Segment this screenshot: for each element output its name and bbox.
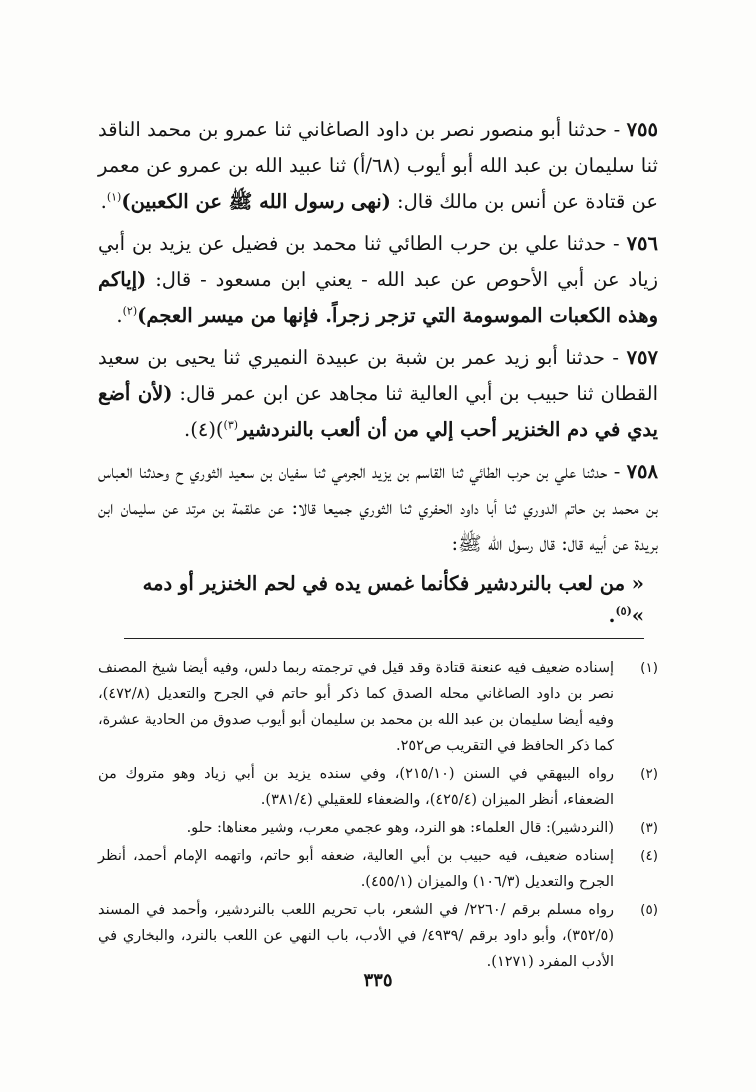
hadith-quote: (إياكم وهذه الكعبات الموسومة التي تزجر زجراً. فإنها من ميسر العجم)	[98, 268, 658, 327]
hadith-755	[98, 112, 658, 220]
hadith-quote: (نهى رسول الله ﷺ عن الكعبين)	[121, 190, 391, 213]
main-hadith-line	[124, 568, 644, 639]
hadith-text: - حدثنا علي بن حرب الطائي ثنا القاسم بن يزيد الجرمي ثنا سفيان بن سعيد الثوري ح وحدثنا العباس بن محمد بن حاتم الدوري ثنا أبا داود الحفري ثنا الثوري جميعا قالا: عن علقمة بن مرتد عن سليمان ابن بريدة عن أبيه قال: قال رسول الله ﷺ:	[98, 460, 658, 555]
hadith-text: - حدثنا أبو منصور نصر بن داود الصاغاني ثنا عمرو بن محمد الناقد ثنا سليمان بن عبد الله أبو أيوب (٦٨/أ) ثنا عبيد الله بن عمرو عن معمر عن قتادة عن أنس بن مالك قال:	[98, 118, 658, 213]
footnote-ref: (٣)	[223, 418, 239, 432]
hadith-text: - حدثنا علي بن حرب الطائي ثنا محمد بن فضيل عن يزيد بن أبي زياد عن أبي الأحوص عن عبد الله - يعني ابن مسعود - قال:	[98, 232, 658, 291]
hadith-756	[98, 226, 658, 334]
footnote-text: (النردشير): قال العلماء: هو النرد، وهو عجمي معرب، وشير معناها: حلو.	[186, 820, 614, 836]
footnote-ref: (٥)	[615, 604, 632, 618]
main-hadith-end: .	[608, 604, 616, 627]
hadith-number: ٧٥٨	[626, 460, 658, 483]
main-hadith-text: « من لعب بالنردشير فكأنما غمس يده في لحم الخنزير أو دمه »	[142, 572, 644, 627]
footnote-mark: (١)	[640, 660, 658, 676]
footnote-ref: (١)	[106, 190, 122, 204]
footnote-mark: (٥)	[640, 902, 658, 918]
hadith-757	[98, 340, 658, 448]
footnote-text: رواه البيهقي في السنن (٢١٥/١٠)، وفي سنده يزيد بن أبي زياد وهو متروك من الضعفاء، أنظر الميزان (٤٢٥/٤)، والضعفاء للعقيلي (٣٨١/٤).	[98, 766, 615, 808]
footnote-mark: (٢)	[640, 766, 658, 782]
hadith-number: ٧٥٦	[626, 232, 658, 255]
footnote-text: رواه مسلم برقم /٢٢٦٠/ في الشعر، باب تحريم اللعب بالنردشير، وأحمد في المسند (٣٥٢/٥)، وأبو داود برقم /٤٩٣٩/ في الأدب، باب النهي عن اللعب بالنرد، والبخاري في الأدب المفرد (١٢٧١).	[98, 902, 614, 970]
page-number: ٣٣٥	[363, 970, 393, 991]
footnote-ref: (٢)	[122, 304, 138, 318]
hadith-number: ٧٥٧	[626, 346, 658, 369]
footnote-2	[98, 761, 658, 813]
hadith-end: .	[116, 304, 123, 327]
footnotes	[98, 655, 658, 975]
hadith-quote: (لأن أضع يدي في دم الخنزير أحب إلي من أن ألعب بالنردشير	[98, 382, 658, 441]
footnote-mark: (٤)	[640, 848, 658, 864]
footnote-5	[98, 897, 658, 975]
hadith-number: ٧٥٥	[626, 118, 658, 141]
hadith-text: - حدثنا أبو زيد عمر بن شبة بن عبيدة النميري ثنا يحيى بن سعيد القطان ثنا حبيب بن أبي العالية ثنا مجاهد عن ابن عمر قال:	[98, 346, 658, 405]
footnote-3	[98, 815, 658, 841]
footnote-1	[98, 655, 658, 759]
footnote-4	[98, 843, 658, 895]
footnote-text: إسناده ضعيف فيه عنعنة قتادة وقد قيل في ترجمته ربما دلس، وفيه أيضا شيخ المصنف نصر بن داود الصاغاني محله الصدق كما ذكر أبو حاتم في الجرح والتعديل (٤٧٢/٨)، وفيه أيضا سليمان بن عبد الله بن محمد بن سليمان أبو أيوب صدوق من الحادية عشرة، كما ذكر الحافظ في التقريب ص٢٥٢.	[98, 660, 614, 754]
hadith-list	[98, 112, 658, 562]
hadith-end: )(٤).	[184, 418, 224, 441]
footnote-text: إسناده ضعيف، فيه حبيب بن أبي العالية، ضعفه أبو حاتم، واتهمه الإمام أحمد، أنظر الجرح والتعديل (١٠٦/٣) والميزان (٤٥٥/١).	[98, 848, 614, 890]
hadith-end: .	[100, 190, 107, 213]
footnote-mark: (٣)	[640, 820, 658, 836]
hadith-758	[98, 454, 658, 562]
